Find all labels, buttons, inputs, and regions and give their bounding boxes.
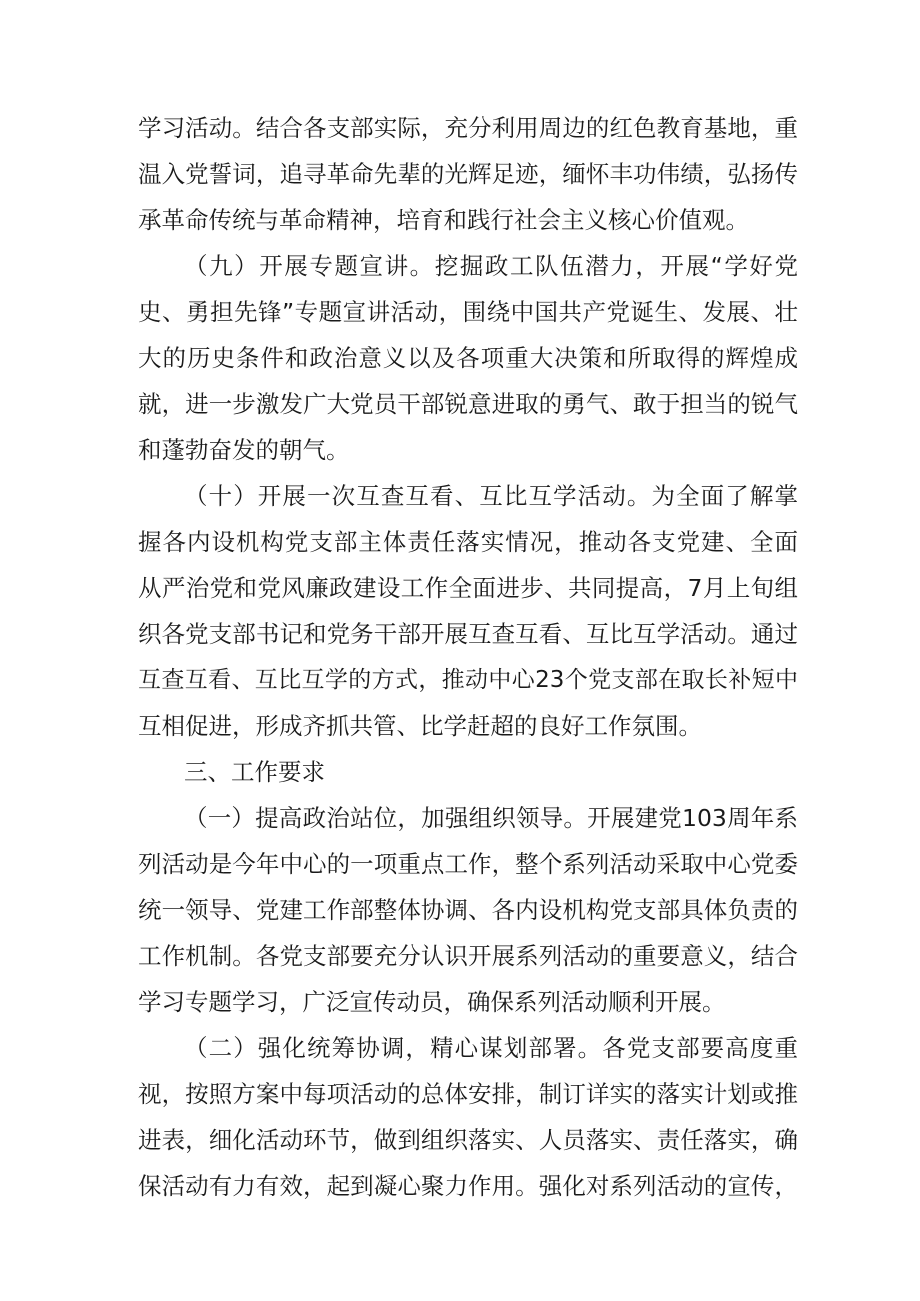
paragraph-line: （一）提高政治站位，加强组织领导。开展建党103周年系	[184, 804, 798, 832]
paragraph-line: （二）强化统筹协调，精心谋划部署。各党支部要高度重	[184, 1034, 798, 1062]
paragraph-line: 和蓬勃奋发的朝气。	[138, 436, 350, 464]
paragraph-line: 进表，细化活动环节，做到组织落实、人员落实、责任落实，确	[138, 1126, 798, 1154]
paragraph-line: 互相促进，形成齐抓共管、比学赶超的良好工作氛围。	[138, 712, 702, 740]
paragraph-line: （九）开展专题宣讲。挖掘政工队伍潜力，开展“学好党	[184, 252, 798, 280]
paragraph-line: 列活动是今年中心的一项重点工作，整个系列活动采取中心党委	[138, 850, 798, 878]
paragraph-line: 织各党支部书记和党务干部开展互查互看、互比互学活动。通过	[138, 620, 798, 648]
paragraph-line: 保活动有力有效，起到凝心聚力作用。强化对系列活动的宣传，	[138, 1172, 798, 1200]
paragraph-line: 学习专题学习，广泛宣传动员，确保系列活动顺利开展。	[138, 988, 726, 1016]
section-heading: 三、工作要求	[184, 758, 325, 786]
paragraph-line: （十）开展一次互查互看、互比互学活动。为全面了解掌	[184, 482, 798, 510]
paragraph-line: 就，进一步激发广大党员干部锐意进取的勇气、敢于担当的锐气	[138, 390, 798, 418]
paragraph-line: 承革命传统与革命精神，培育和践行社会主义核心价值观。	[138, 206, 749, 234]
paragraph-line: 统一领导、党建工作部整体协调、各内设机构党支部具体负责的	[138, 896, 798, 924]
paragraph-line: 大的历史条件和政治意义以及各项重大决策和所取得的辉煌成	[138, 344, 798, 372]
paragraph-line: 互查互看、互比互学的方式，推动中心23个党支部在取长补短中	[138, 667, 798, 693]
paragraph-line: 工作机制。各党支部要充分认识开展系列活动的重要意义，结合	[138, 942, 798, 970]
paragraph-line: 温入党誓词，追寻革命先辈的光辉足迹，缅怀丰功伟绩，弘扬传	[138, 160, 798, 188]
paragraph-line: 握各内设机构党支部主体责任落实情况，推动各支党建、全面	[138, 528, 798, 556]
paragraph-line: 视，按照方案中每项活动的总体安排，制订详实的落实计划或推	[138, 1080, 798, 1108]
paragraph-line: 史、勇担先锋”专题宣讲活动，围绕中国共产党诞生、发展、壮	[138, 298, 798, 326]
paragraph-line: 从严治党和党风廉政建设工作全面进步、共同提高，7月上旬组	[138, 574, 798, 602]
paragraph-line: 学习活动。结合各支部实际，充分利用周边的红色教育基地，重	[138, 114, 798, 142]
